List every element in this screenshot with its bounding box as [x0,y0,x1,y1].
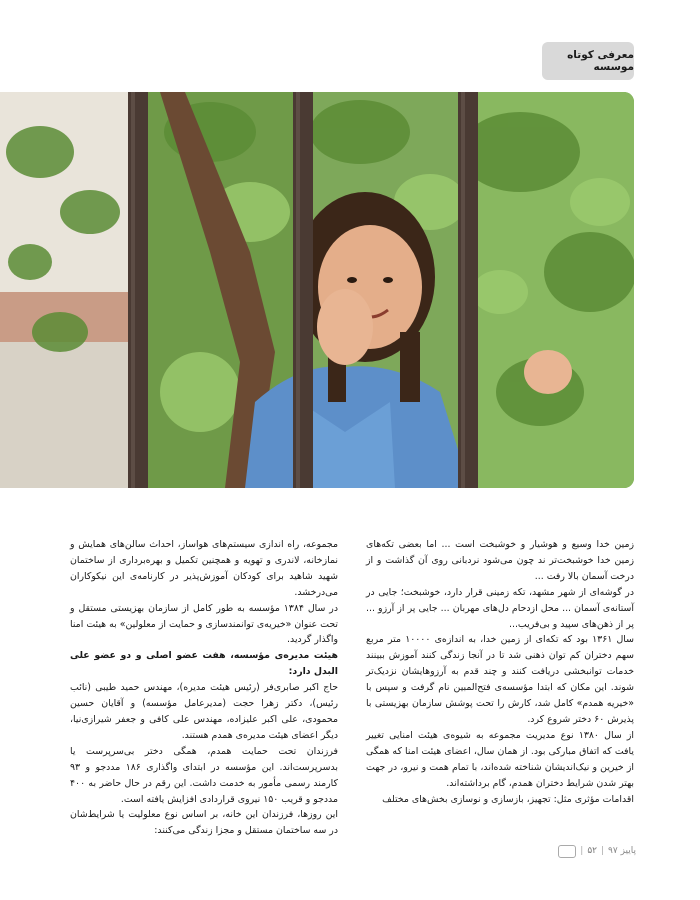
paragraph: هیئت مدیره‌ی مؤسسه، هفت عضو اصلی و دو عضو علی البدل دارد: [70,650,338,678]
paragraph: حاج اکبر صابری‌فر (رئیس هیئت مدیره)، مهندس حمید طیبی (نائب رئیس)، دکتر زهرا حجت (مدیرعامل مؤسسه) و آقایان حسین محمودی، علی اکبر علیزاده، مهندس علی کافی و جعفر شیرازی‌نیا، دیگر اعضای هیئت مدیره‌ی همدم هستند. [70,682,338,741]
footer-separator: | [580,846,584,856]
text-column-right [366,537,634,807]
paragraph: فرزندان تحت حمایت همدم، همگی دختر بی‌سرپرست یا بدسرپرست‌اند. این مؤسسه در ابتدای واگذاری ۱۸۶ مددجو و ۹۳ کارمند رسمی مأمور به خدمت داشت. این رقم در حال حاضر به ۴۰۰ مددجو و قریب ۱۵۰ نیروی قراردادی افزایش یافته است. [70,745,338,805]
page-number: ۵۲ [587,846,597,856]
paragraph: زمین خدا وسیع و هوشیار و خوشبخت است ... اما بعضی تکه‌های زمین خدا خوشبخت‌تر ند چون می‌شود نردبانی روی آن گذاشت و از درخت آسمان بالا رفت ... [366,539,634,582]
photo-girl-behind-bars [0,92,634,488]
paragraph: مجموعه، راه اندازی سیستم‌های هواساز، احداث سالن‌های همایش و نمازخانه، لاندری و تهویه و همچنین تکمیل و بهره‌برداری از ساختمان شهید شاهید برای کودکان آموزش‌پذیر در کارنامه‌ی این نیکوکاران می‌درخشد. [70,539,338,598]
paragraph: در گوشه‌ای از شهر مشهد، تکه زمینی قرار دارد، خوشبخت؛ جایی در آستانه‌ی آسمان ... محل ازدحام دل‌های مهربان ... جایی پر از آرزو ... پر از ذهن‌های سپید و بی‌فریب... [366,586,634,630]
paragraph: سال ۱۳۶۱ بود که تکه‌ای از زمین خدا، به اندازه‌ی ۱۰۰۰۰ متر مربع سهم دختران کم توان ذهنی شد تا در آنجا زندگی کنند آموزش ببینند خدمات توانبخشی دریافت کنند و چند قدم به آرزوهایشان نزدیک‌تر شوند. این مکان که ابتدا مؤسسه‌ی فتح‌المبین نام گرفت و سپس با «خیریه همدم» کامل شد، کارش را تحت پوشش سازمان بهزیستی با پذیرش ۶۰ دختر شروع کرد. [366,634,634,725]
section-tab-label: معرفی کوتاه موسسه [567,49,634,73]
paragraph: از سال ۱۳۸۰ نوع مدیریت مجموعه به شیوه‌ی هیئت امنایی تغییر یافت که اتفاق مبارکی بود. از همان سال، اعضای هیئت امنا که همگی از خیرین و نیک‌اندیشان شناخته شده‌اند، با تمام همت و نیرو، در جهت بهتر شدن شرایط دختران همدم، گام برداشته‌اند. [366,729,634,789]
paragraph: در سال ۱۳۸۴ مؤسسه به طور کامل از سازمان بهزیستی مستقل و تحت عنوان «خیریه‌ی توانمندسازی و حمایت از معلولین» به هیئت امنا واگذار گردید. [70,602,338,646]
paragraph: اقدامات مؤثری مثل: تجهیز، بازسازی و نوسازی بخش‌های مختلف [382,793,634,805]
text-column-left [70,537,338,839]
paragraph: این روزها، فرزندان این خانه، بر اساس نوع معلولیت یا شرایط‌شان در سه ساختمان مستقل و مجزا زندگی می‌کنند: [70,809,338,837]
issue-label: پاییز ۹۷ [608,846,636,856]
section-tab [542,42,634,80]
page-footer [558,842,636,860]
footer-separator: | [600,846,605,856]
magazine-logo-icon [558,845,576,858]
